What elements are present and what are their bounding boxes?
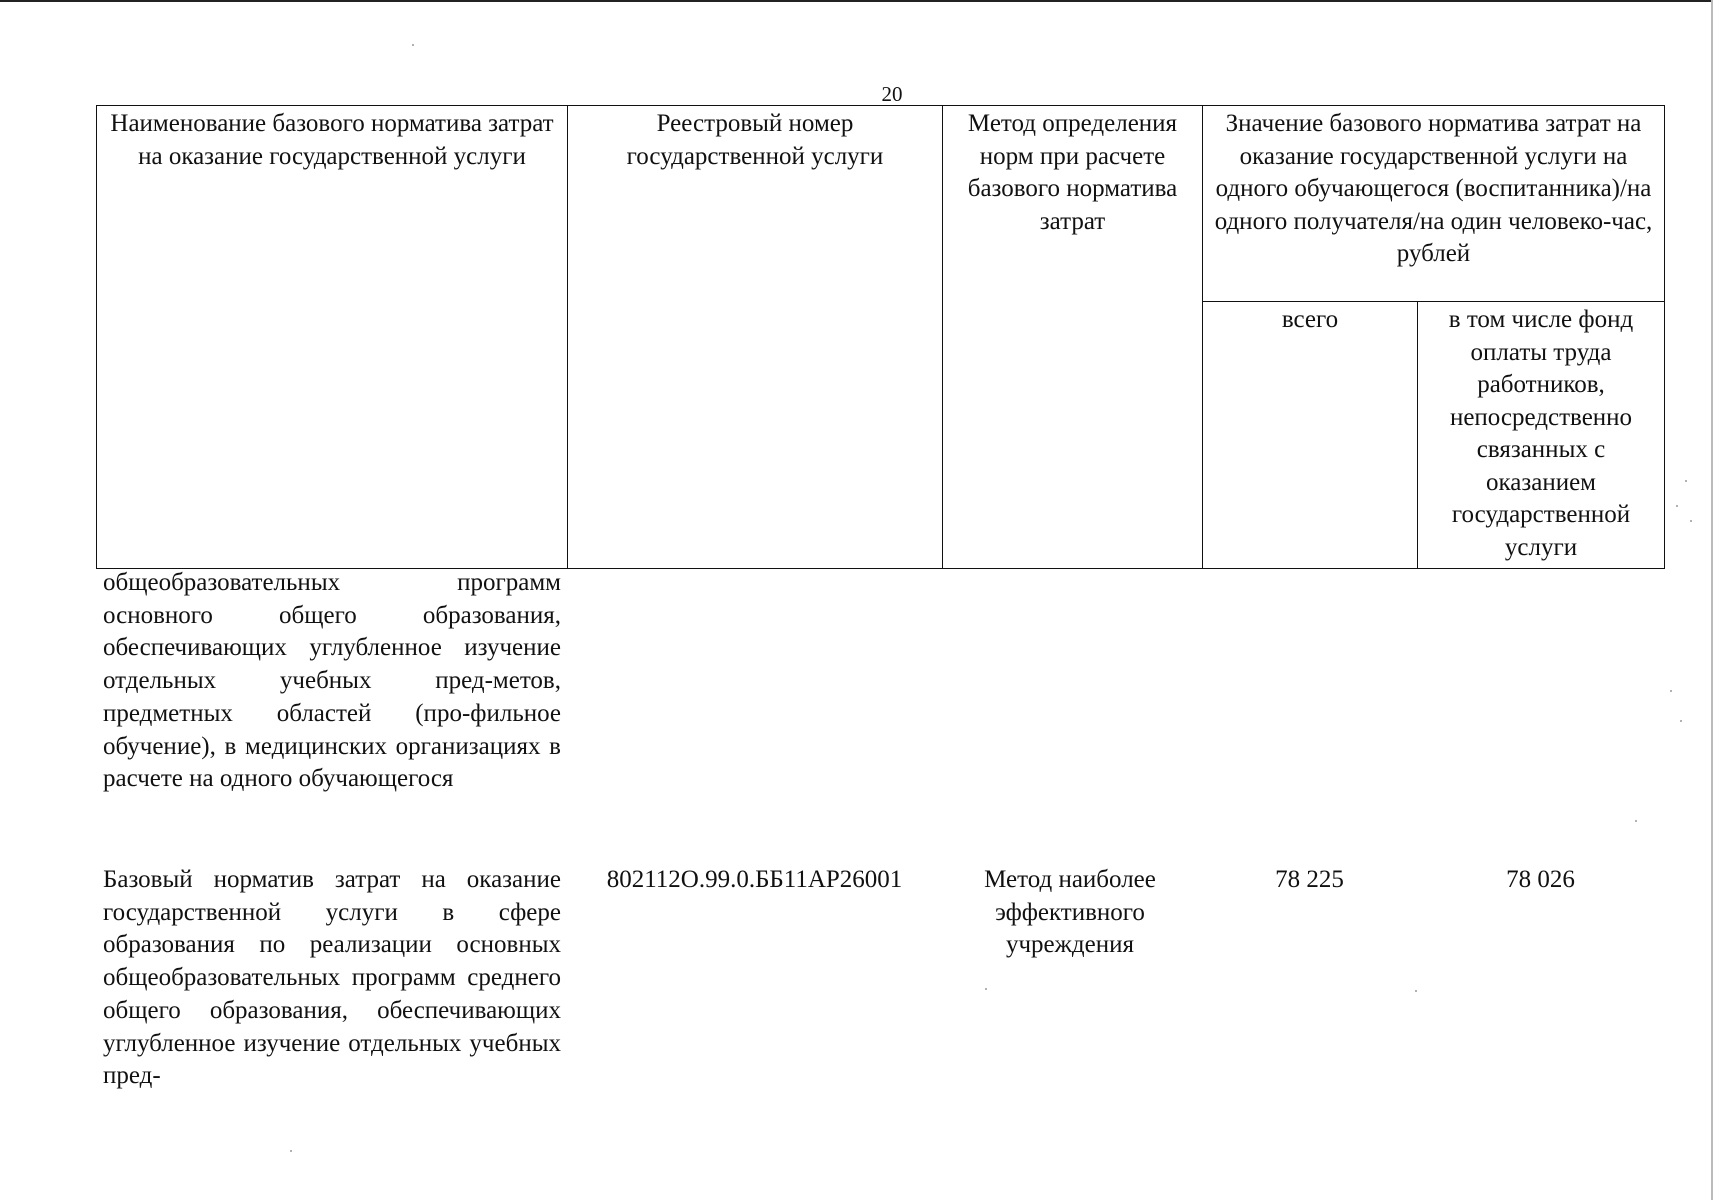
header-col-registry: Реестровый номер государственной услуги <box>568 106 943 569</box>
header-col-method: Метод определения норм при расчете базового норматива затрат <box>943 106 1203 569</box>
scan-speck <box>290 1150 292 1152</box>
row-2-method: Метод наиболее эффективного учреждения <box>984 866 1156 959</box>
scan-speck <box>1680 720 1682 722</box>
header-col-name: Наименование базового норматива затрат на оказание государственной услуги <box>97 106 568 569</box>
row-1-name: общеобразовательных программ основного общего образования, обеспечивающих углубленное изучение отдельных учебных пред-метов, предметных областей (про-фильное обучение), в медицинских организациях в расчете на одного обучающегося <box>103 569 561 793</box>
scan-speck <box>412 44 414 46</box>
scan-edge-top <box>0 0 1713 2</box>
page-number: 20 <box>881 82 903 106</box>
scan-speck <box>1635 820 1637 822</box>
header-col-total: всего <box>1203 302 1418 569</box>
scan-speck <box>1670 690 1672 692</box>
row-2-wage-fund: 78 026 <box>1506 866 1575 893</box>
scan-speck <box>985 988 987 990</box>
row-2-registry: 802112О.99.0.ББ11АР26001 <box>606 866 903 893</box>
scan-speck <box>1415 990 1417 992</box>
scan-speck <box>1676 505 1678 507</box>
table-header <box>96 105 1665 569</box>
header-col-wage-fund: в том числе фонд оплаты труда работников, непосредственно связанных с оказанием государственной услуги <box>1418 302 1665 569</box>
scan-speck <box>1685 480 1687 482</box>
row-2-total: 78 225 <box>1275 866 1344 893</box>
row-2-name: Базовый норматив затрат на оказание государственной услуги в сфере образования по реализации основных общеобразовательных программ среднего общего образования, обеспечивающих углубленное изучение отдельных учебных пред- <box>103 866 561 1090</box>
header-col-value: Значение базового норматива затрат на оказание государственной услуги на одного обучающегося (воспитанника)/на одного получателя/на один человеко-час, рублей <box>1203 106 1665 302</box>
scan-speck <box>1690 520 1692 522</box>
